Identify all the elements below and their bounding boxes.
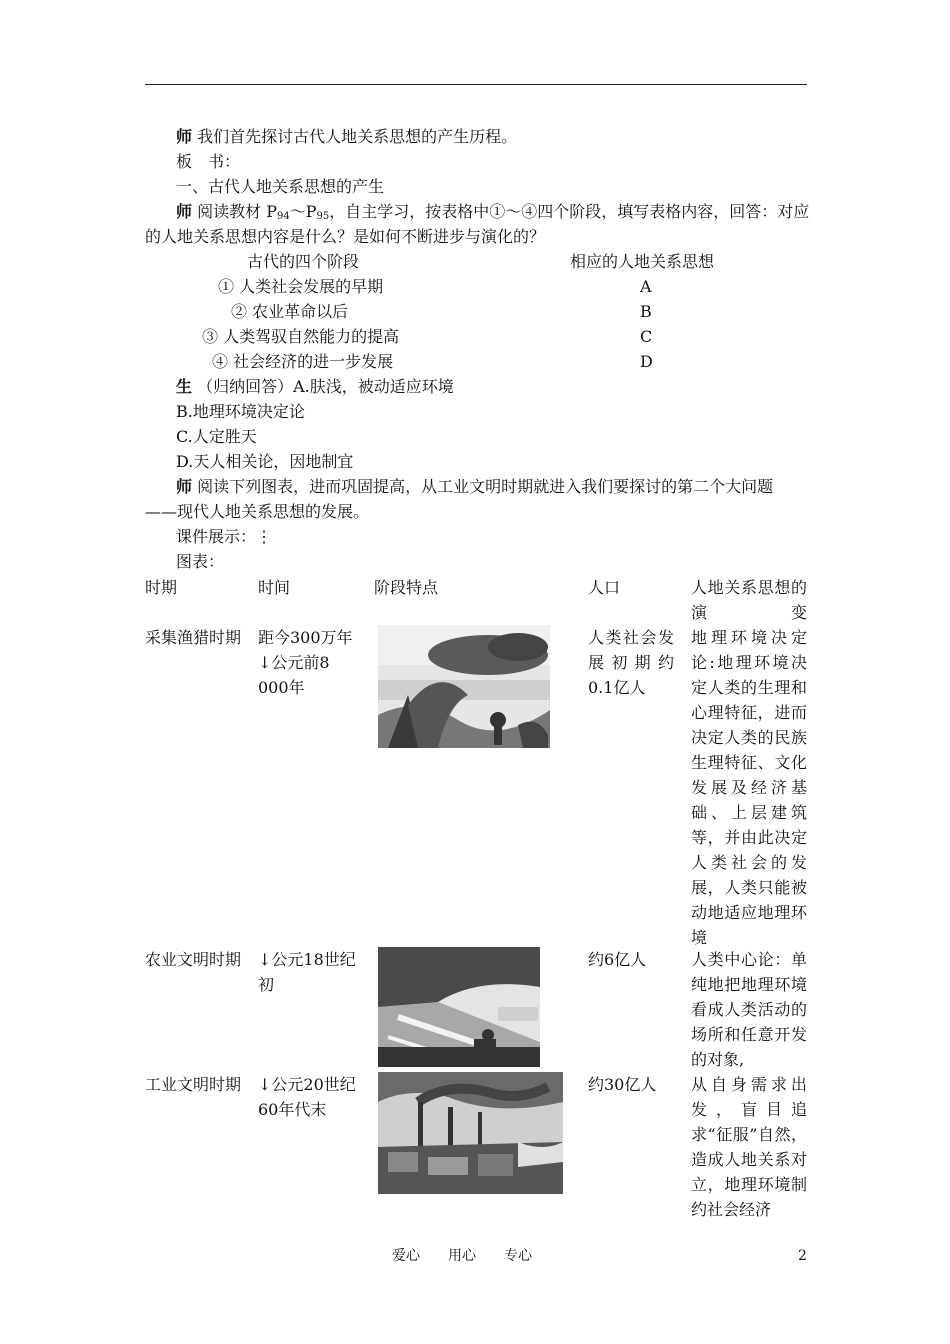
page-sub-95: 95: [316, 211, 330, 222]
speaker-student: 生: [176, 377, 193, 396]
answer-a: （归纳回答）A.肤浅，被动适应环境: [197, 377, 454, 396]
stage-answer-1: A: [640, 277, 652, 296]
row2-time: ↓公元18世纪初: [258, 950, 356, 994]
row2-thought: 人类中心论：单纯地把地理环境看成人类活动的场所和任意开发的对象,: [691, 950, 807, 1069]
line-teacher-chart: [176, 475, 773, 499]
stage-row-1: ① 人类社会发展的早期: [218, 277, 384, 296]
agriculture-illustration: [378, 947, 540, 1067]
answer-d: D.天人相关论，因地制宜: [176, 452, 354, 471]
stage-answer-3: C: [640, 327, 653, 346]
row1-thought: 地理环境决定论:地理环境决定人类的生理和心理特征，进而决定人类的民族生理特征、文化发展及经济基础、上层建筑等，并由此决定人类社会的发展，人类只能被动地适应地理环境: [691, 628, 807, 947]
page-number: 2: [798, 1248, 807, 1264]
row3-thought: 从自身需求出发，盲目追求“征服”自然，造成人地关系对立，地理环境制约社会经济: [691, 1075, 807, 1219]
speaker-teacher: 师: [176, 477, 193, 496]
stage-header-left: 古代的四个阶段: [247, 252, 360, 271]
row2-population: 约6亿人: [588, 950, 647, 969]
chart-label: 图表：: [176, 552, 225, 571]
reading-text-a: 阅读教材 P: [197, 202, 277, 221]
reading-text-c: ，自主学习，按表格中①～④四个阶段，填写表格内容，回答：对应: [329, 202, 810, 221]
stage-row-2: ② 农业革命以后: [231, 302, 349, 321]
col-header-feature: 阶段特点: [374, 578, 439, 597]
industry-drawing: [378, 1072, 563, 1194]
stage-row-3: ③ 人类驾驭自然能力的提高: [202, 327, 400, 346]
reading-continuation: 的人地关系思想内容是什么？是如何不断进步与演化的？: [145, 227, 546, 246]
courseware-label: 课件展示：⋮: [176, 527, 273, 546]
header-rule: [145, 84, 807, 85]
footer-motto: 爱心 用心 专心: [392, 1248, 532, 1264]
industry-illustration: [378, 1072, 563, 1194]
col-header-time: 时间: [258, 578, 291, 597]
row3-population: 约30亿人: [588, 1075, 657, 1094]
agriculture-drawing: [378, 947, 540, 1067]
answer-b: B.地理环境决定论: [176, 402, 305, 421]
stage-answer-2: B: [640, 302, 652, 321]
hunting-gathering-drawing: [378, 625, 550, 748]
row3-period: 工业文明时期: [145, 1075, 242, 1094]
speaker-teacher: 师: [176, 202, 193, 221]
stage-header-right: 相应的人地关系思想: [570, 252, 715, 271]
speaker-teacher: 师: [176, 127, 193, 146]
stage-answer-4: D: [640, 352, 653, 371]
line-teacher-intro: [176, 125, 517, 149]
hunting-gathering-illustration: [378, 625, 550, 748]
page-sub-94: 94: [276, 211, 290, 222]
row1-time: 距今300万年↓公元前8 000年: [258, 628, 353, 697]
board-label: 板 书：: [176, 152, 241, 171]
section-heading: 一、古代人地关系思想的产生: [176, 177, 385, 196]
line-student-answer: [176, 375, 454, 399]
stage-row-4: ④ 社会经济的进一步发展: [212, 352, 394, 371]
row1-population: 人类社会发展初期约0.1亿人: [588, 628, 674, 697]
teacher-intro-text: 我们首先探讨古代人地关系思想的产生历程。: [197, 127, 518, 146]
col-header-period: 时期: [145, 578, 178, 597]
teacher-chart-continuation: ——现代人地关系思想的发展。: [145, 502, 370, 521]
col-header-population: 人口: [588, 578, 621, 597]
row3-time: ↓公元20世纪60年代末: [258, 1075, 356, 1119]
col-header-thought: 人地关系思想的演变: [691, 578, 807, 622]
reading-text-b: ～P: [289, 202, 317, 221]
answer-c: C.人定胜天: [176, 427, 257, 446]
teacher-chart-text: 阅读下列图表，进而巩固提高，从工业文明时期就进入我们要探讨的第二个大问题: [197, 477, 774, 496]
row2-period: 农业文明时期: [145, 950, 242, 969]
row1-period: 采集渔猎时期: [145, 628, 242, 647]
